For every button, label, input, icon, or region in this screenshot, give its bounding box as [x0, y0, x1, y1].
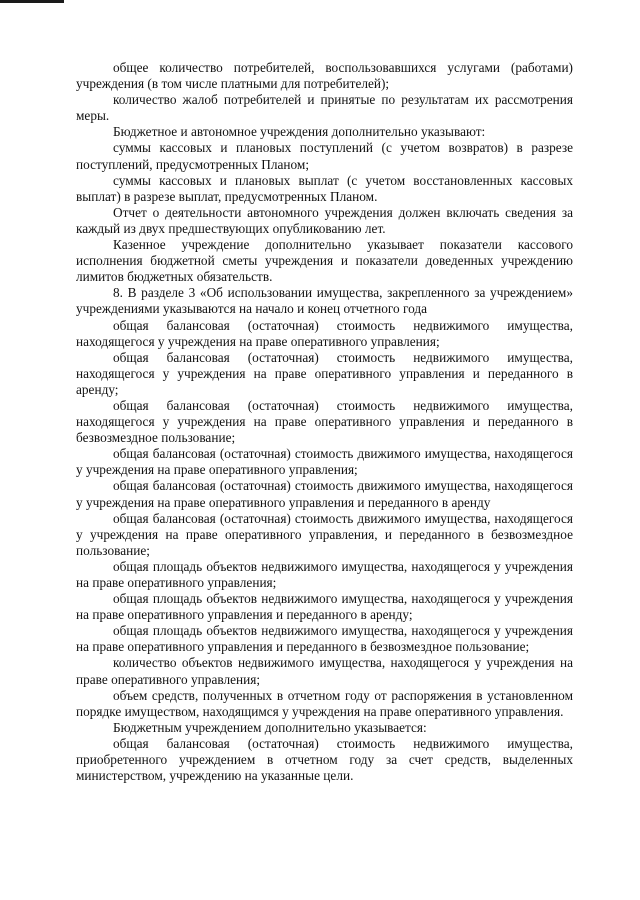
paragraph-budget-additional: Бюджетным учреждением дополнительно указывается:: [113, 719, 427, 735]
paragraph-real-estate-free-use: общая балансовая (остаточная) стоимость недвижимого имущества, находящегося у учреждения на праве оперативного управления и переданного в безвозмездное пользование;: [76, 397, 573, 446]
paragraph-receipts: суммы кассовых и плановых поступлений (с учетом возвратов) в разрезе поступлений, предусмотренных Планом;: [76, 140, 573, 172]
paragraph-consumers-count: общее количество потребителей, воспользовавшихся услугами (работами) учреждения (в том числе платными для потребителей);: [76, 60, 573, 92]
paragraph-movable-leased: общая балансовая (остаточная) стоимость движимого имущества, находящегося у учреждения на праве оперативного управления и переданного в аренду: [76, 478, 573, 510]
paragraph-section-3-heading: 8. В разделе 3 «Об использовании имущества, закрепленного за учреждением» учреждениями указываются на начало и конец отчетного года: [76, 285, 573, 317]
paragraph-autonomous-report: Отчет о деятельности автономного учреждения должен включать сведения за каждый из двух предшествующих опубликованию лет.: [76, 204, 573, 236]
paragraph-area-leased: общая площадь объектов недвижимого имущества, находящегося у учреждения на праве оперативного управления и переданного в аренду;: [76, 591, 573, 623]
scan-edge-mark: [0, 0, 64, 3]
paragraph-real-estate-leased: общая балансовая (остаточная) стоимость недвижимого имущества, находящегося у учреждения на праве оперативного управления и переданного в аренду;: [76, 349, 573, 397]
document-page: [76, 60, 573, 784]
paragraph-complaints: количество жалоб потребителей и принятые по результатам их рассмотрения меры.: [76, 92, 573, 124]
paragraph-budget-autonomous-intro: Бюджетное и автономное учреждения дополнительно указывают:: [113, 124, 486, 140]
paragraph-disposal-funds: объем средств, полученных в отчетном году от распоряжения в установленном порядке имуществом, находящимся у учреждения на праве оперативного управления.: [76, 687, 573, 719]
paragraph-acquired-real-estate: общая балансовая (остаточная) стоимость недвижимого имущества, приобретенного учреждением в отчетном году за счет средств, выделенных министерством, учреждению на указанные цели.: [76, 735, 573, 784]
paragraph-movable-value: общая балансовая (остаточная) стоимость движимого имущества, находящегося у учреждения на праве оперативного управления;: [76, 446, 573, 478]
paragraph-area-operational: общая площадь объектов недвижимого имущества, находящегося у учреждения на праве оперативного управления;: [76, 558, 573, 590]
paragraph-movable-free-use: общая балансовая (остаточная) стоимость движимого имущества, находящегося у учреждения на праве оперативного управления, и переданного в безвозмездное пользование;: [76, 510, 573, 558]
paragraph-objects-count: количество объектов недвижимого имущества, находящегося у учреждения на праве оперативного управления;: [76, 655, 573, 687]
paragraph-area-free-use: общая площадь объектов недвижимого имущества, находящегося у учреждения на праве оперативного управления и переданного в безвозмездное пользование;: [76, 623, 573, 655]
paragraph-real-estate-value: общая балансовая (остаточная) стоимость недвижимого имущества, находящегося у учреждения на праве оперативного управления;: [76, 317, 573, 349]
paragraph-state-institution: Казенное учреждение дополнительно указывает показатели кассового исполнения бюджетной сметы учреждения и показатели доведенных учреждению лимитов бюджетных обязательств.: [76, 237, 573, 285]
paragraph-payments: суммы кассовых и плановых выплат (с учетом восстановленных кассовых выплат) в разрезе выплат, предусмотренных Планом.: [76, 172, 573, 204]
